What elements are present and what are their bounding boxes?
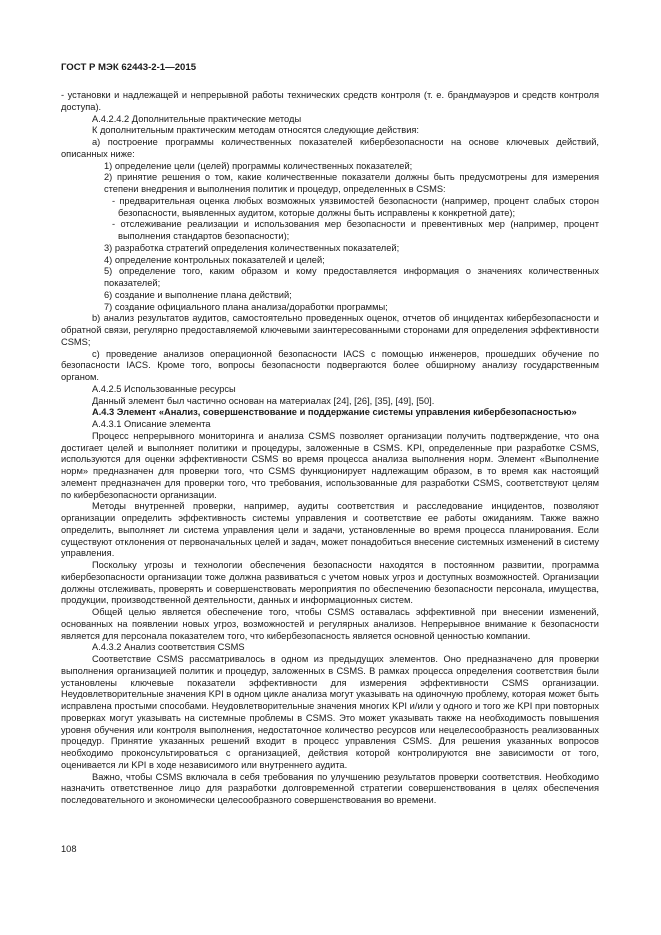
paragraph: Поскольку угрозы и технологии обеспечения безопасности находятся в постоянном развитии, программа кибербезопасности организации тоже должна развиваться с учетом новых угроз и доступных возможностей. Организации должны отслеживать, проверять и совершенствовать мероприятия по обеспечению безопасности персонала, имущества, продукции, производственной деятельности, данных и информационных систем. bbox=[61, 560, 599, 606]
section-heading: A.4.2.4.2 Дополнительные практические методы bbox=[92, 113, 302, 124]
list-item: - отслеживание реализации и использования мер безопасности и превентивных мер (например, процент выполнения стандартов безопасности); bbox=[112, 219, 599, 241]
paragraph: К дополнительным практическим методам относятся следующие действия: bbox=[92, 125, 420, 136]
paragraph: Процесс непрерывного мониторинга и анализа CSMS позволяет организации получить подтверждение, что она достигает целей и выполняет политики и процедуры, заложенные в CSMS. KPI, определенные при разработке CSMS, используются для оценки эффективности CSMS во время процесса анализа выполнения норм. Элемент «Выполнение норм» предназначен для проверки того, что CSMS функционирует надлежащим образом, в то время как настоящий элемент предназначен для проверки того, что требования, использованные для разработки CSMS, соответствуют целям по кибербезопасности организации. bbox=[61, 430, 599, 500]
section-heading: A.4.2.5 Использованные ресурсы bbox=[92, 383, 236, 394]
list-item: 6) создание и выполнение плана действий; bbox=[104, 289, 292, 300]
section-heading: A.4.3.2 Анализ соответствия CSMS bbox=[92, 642, 245, 653]
paragraph: Данный элемент был частично основан на материалах [24], [26], [35], [49], [50]. bbox=[92, 395, 435, 406]
paragraph: Методы внутренней проверки, например, аудиты соответствия и расследование инцидентов, позволяют организации определить эффективность системы управления и соответствие ее работы ожиданиям. Также важно определить, выполняет ли система управления цели и задачи, установленные во время процесса планирования. Если существуют отклонения от первоначальных целей и задач, может понадобиться внесение системных изменений в систему управления. bbox=[61, 501, 599, 559]
page-number: 108 bbox=[61, 844, 77, 854]
document-body bbox=[61, 90, 599, 807]
list-item: 1) определение цели (целей) программы количественных показателей; bbox=[104, 160, 413, 171]
section-heading: A.4.3.1 Описание элемента bbox=[92, 419, 211, 429]
paragraph: Важно, чтобы CSMS включала в себя требования по улучшению результатов проверки соответствия. Необходимо назначить ответственное лицо для разработки долговременной стратегии совершенствования в целях обеспечения последовательного и экономически целесообразного совершенствования во времени. bbox=[61, 771, 599, 805]
list-item: 5) определение того, каким образом и кому предоставляется информация о значениях количественных показателей; bbox=[104, 266, 599, 288]
paragraph: - установки и надлежащей и непрерывной работы технических средств контроля (т. е. брандмауэров и средств контроля доступа). bbox=[61, 90, 599, 112]
list-item: 2) принятие решения о том, какие количественные показатели должны быть предусмотрены для измерения степени внедрения и выполнения политик и процедур, определенных в CSMS: bbox=[104, 172, 599, 194]
paragraph: Общей целью является обеспечение того, чтобы CSMS оставалась эффективной при внесении изменений, основанных на появлении новых угроз, возможностей и регулярных анализов. Непрерывное внимание к безопасности является для персонала показателем того, что кибербезопасность является основной ценностью компании. bbox=[61, 607, 599, 641]
list-item: с) проведение анализов операционной безопасности IACS с помощью инженеров, прошедших обучение по безопасности IACS. Кроме того, вопросы безопасности подвергаются более обширному анализу государственным органом. bbox=[61, 348, 599, 382]
document-header: ГОСТ Р МЭК 62443-2-1—2015 bbox=[61, 62, 197, 73]
list-item: 4) определение контрольных показателей и целей; bbox=[104, 254, 325, 265]
list-item: - предварительная оценка любых возможных уязвимостей безопасности (например, процент слабых сторон безопасности, выявленных аудитом, которые должны быть исправлены к конкретной дате); bbox=[112, 195, 599, 218]
list-item: 3) разработка стратегий определения количественных показателей; bbox=[104, 242, 400, 253]
list-item: а) построение программы количественных показателей кибербезопасности на основе ключевых действий, описанных ниже: bbox=[61, 137, 599, 159]
element-heading: A.4.3 Элемент «Анализ, совершенствование и поддержание системы управления кибербезопасностью» bbox=[92, 407, 577, 418]
list-item: 7) создание официального плана анализа/доработки программы; bbox=[104, 301, 388, 312]
list-item: b) анализ результатов аудитов, самостоятельно проведенных оценок, отчетов об инцидентах кибербезопасности и обратной связи, регулярно предоставляемой ключевыми заинтересованными сторонами для определения эффективности CSMS; bbox=[61, 313, 599, 347]
paragraph: Соответствие CSMS рассматривалось в одном из предыдущих элементов. Оно предназначено для проверки выполнения организацией политик и процедур, заложенных в CSMS. В рамках процесса определения соответствия были установлены ключевые показатели эффективности для измерения эффективности CSMS организации. Неудовлетворительные значения KPI в одном цикле анализа могут указывать на одиночную проблему, которая может быть исправлена простыми способами. Неудовлетворительные значения многих KPI и/или у одного и того же KPI при повторных проверках могут указывать на системные проблемы в CSMS. Это может указывать также на необходимость повышения уровня обучения или контроля выполнения, недостаточное количество ресурсов или нецелесообразность реализованных процедур. Принятие указанных решений входит в процесс управления CSMS. Для решения указанных вопросов необходимо проконсультироваться с организацией, действия которой контролируются вне зависимости от того, оценивается ли KPI в ходе независимого или внутреннего аудита. bbox=[61, 654, 599, 770]
